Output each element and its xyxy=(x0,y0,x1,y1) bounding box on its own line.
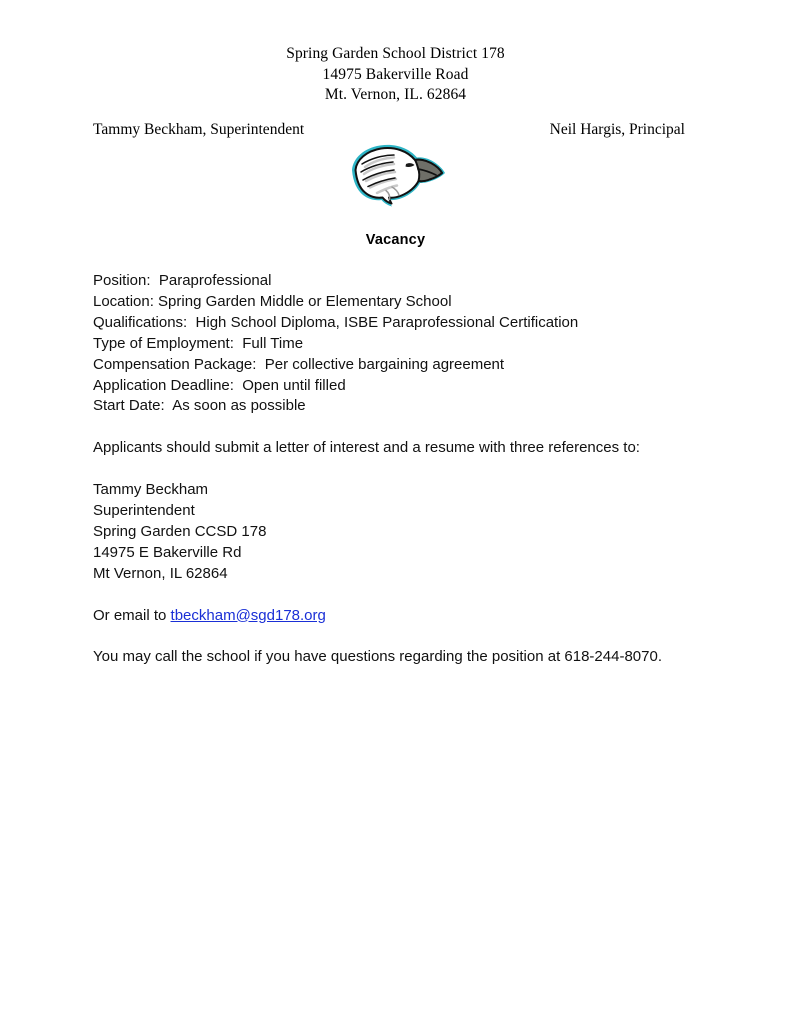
detail-location: Location: Spring Garden Middle or Elementary School xyxy=(93,292,452,310)
contact-street: 14975 E Bakerville Rd xyxy=(93,543,242,561)
email-line-prefix: Or email to xyxy=(93,606,171,624)
contact-city-state-zip: Mt Vernon, IL 62864 xyxy=(93,564,228,582)
principal-name: Neil Hargis, Principal xyxy=(549,121,685,138)
detail-application-deadline: Application Deadline: Open until filled xyxy=(93,376,346,394)
eagle-head-logo xyxy=(342,141,450,209)
body-spacer-4 xyxy=(93,626,733,647)
contact-organization: Spring Garden CCSD 178 xyxy=(93,522,267,540)
detail-start-date: Start Date: As soon as possible xyxy=(93,397,306,415)
detail-position: Position: Paraprofessional xyxy=(93,272,272,289)
contact-name: Tammy Beckham xyxy=(93,481,209,499)
vacancy-body xyxy=(93,271,733,668)
detail-employment-type: Type of Employment: Full Time xyxy=(93,334,304,352)
email-link[interactable]: tbeckham@sgd178.org xyxy=(170,606,326,624)
letterhead-city-state-zip: Mt. Vernon, IL. 62864 xyxy=(324,86,467,103)
phone-line: You may call the school if you have questions regarding the position at 618-244-8070. xyxy=(93,648,662,666)
detail-qualifications: Qualifications: High School Diploma, ISBE Paraprofessional Certification xyxy=(93,313,579,331)
body-spacer-3 xyxy=(93,585,733,606)
body-spacer-2 xyxy=(93,459,733,480)
letterhead xyxy=(0,44,791,106)
submission-instruction: Applicants should submit a letter of interest and a resume with three references to: xyxy=(93,439,640,457)
letterhead-street: 14975 Bakerville Road xyxy=(322,65,469,83)
officers-row xyxy=(93,120,685,139)
email-line xyxy=(93,606,733,627)
contact-title: Superintendent xyxy=(93,501,195,519)
detail-compensation: Compensation Package: Per collective bargaining agreement xyxy=(93,355,505,373)
vacancy-heading: Vacancy xyxy=(365,232,426,248)
logo-container xyxy=(0,141,791,211)
superintendent-name: Tammy Beckham, Superintendent xyxy=(93,121,305,138)
body-spacer-1 xyxy=(93,417,733,438)
letterhead-district-name: Spring Garden School District 178 xyxy=(286,45,505,62)
